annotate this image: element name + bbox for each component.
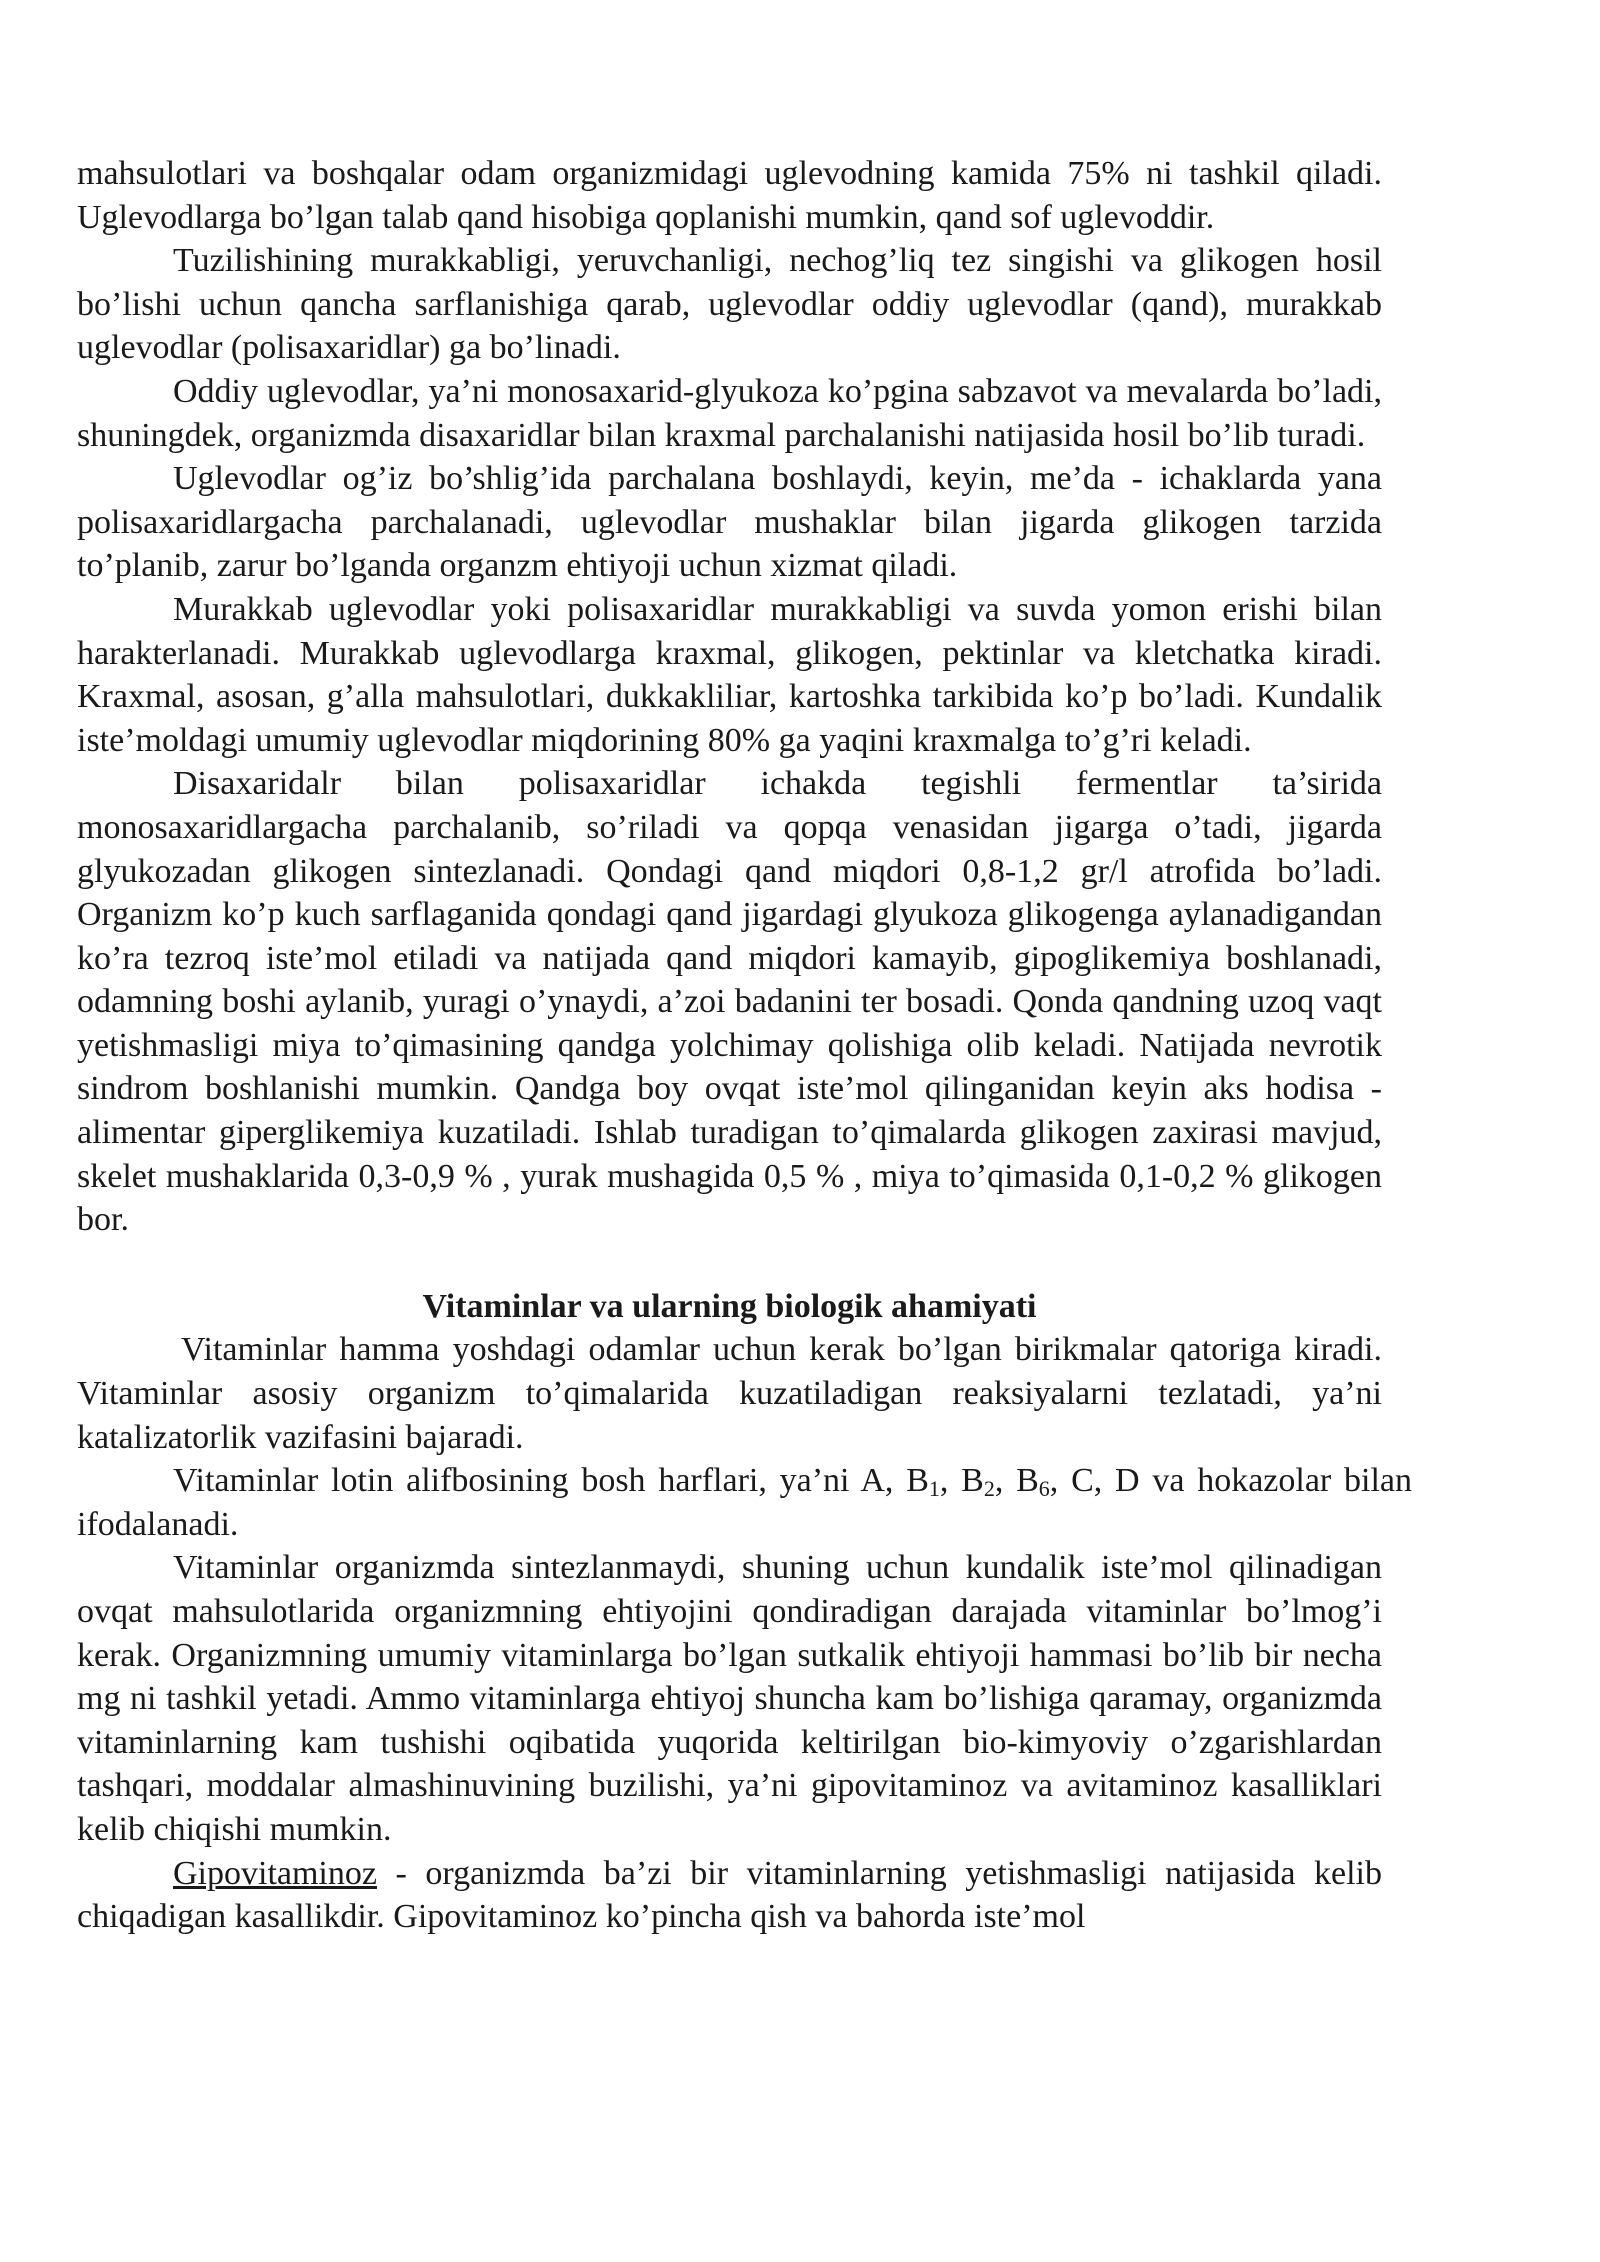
paragraph-vitamins-intro: Vitaminlar hamma yoshdagi odamlar uchun kerak bo’lgan birikmalar qatoriga kiradi. Vitaminlar asosiy organizm to’qimalarida kuzatiladigan reaksiyalarni tezlatadi, ya’ni katalizatorlik vazifasini bajaradi. — [77, 1331, 1382, 1456]
document-page — [77, 152, 1412, 1939]
section-heading-vitamins: Vitaminlar va ularning biologik ahamiyati — [422, 1287, 1037, 1325]
paragraph-complex-carbohydrates: Murakkab uglevodlar yoki polisaxaridlar murakkabligi va suvda yomon erishi bilan harakterlanadi. Murakkab uglevodlarga kraxmal, glikogen, pektinlar va kletchatka kiradi. Kraxmal, asosan, g’alla mahsulotlari, dukkakliliar, kartoshka tarkibida ko’p bo’ladi. Kundalik iste’moldagi umumiy uglevodlar miqdorining 80% ga yaqini kraxmalga to’g’ri keladi. — [77, 590, 1382, 759]
paragraph-carbohydrate-digestion: Uglevodlar og’iz bo’shlig’ida parchalana boshlaydi, keyin, me’da - ichaklarda yana polisaxaridlargacha parchalanadi, uglevodlar mushaklar bilan jigarda glikogen tarzida to’planib, zarur bo’lganda organzm ehtiyoji uchun xizmat qiladi. — [77, 460, 1382, 585]
vitamin-letters-separator: , B — [939, 1462, 984, 1500]
vitamin-letters-text: Vitaminlar lotin alifbosining bosh harflari, ya’ni A, B — [173, 1462, 929, 1500]
paragraph-vitamin-letters — [77, 1459, 1412, 1546]
vitamin-letters-tail: , C, D va hokazolar bilan ifodalanadi. — [77, 1462, 1412, 1543]
term-gipovitaminoz: Gipovitaminoz — [173, 1854, 377, 1892]
subscript-b1: 1 — [928, 1476, 940, 1502]
paragraph-vitamin-requirements: Vitaminlar organizmda sintezlanmaydi, shuning uchun kundalik iste’mol qilinadigan ovqat mahsulotlarida organizmning ehtiyojini qondiradigan darajada vitaminlar bo’lmog’i kerak. Organizmning umumiy vitaminlarga bo’lgan sutkalik ehtiyoji hammasi bo’lib bir necha mg ni tashkil yetadi. Ammo vitaminlarga ehtiyoj shuncha kam bo’lishiga qaramay, organizmda vitaminlarning kam tushishi oqibatida yuqorida keltirilgan bio-kimyoviy o’zgarishlardan tashqari, moddalar almashinuvining buzilishi, ya’ni gipovitaminoz va avitaminoz kasalliklari kelib chiqishi mumkin. — [77, 1549, 1382, 1848]
hypovitaminosis-definition: - organizmda ba’zi bir vitaminlarning yetishmasligi natijasida kelib chiqadigan kasallikdir. Gipovitaminoz ko’pincha qish va bahorda iste’mol — [77, 1854, 1382, 1936]
paragraph-simple-carbohydrates: Oddiy uglevodlar, ya’ni monosaxarid-glyukoza ko’pgina sabzavot va mevalarda bo’ladi, shuningdek, organizmda disaxaridlar bilan kraxmal parchalanishi natijasida hosil bo’lib turadi. — [77, 372, 1382, 454]
paragraph-carbohydrate-classification: Tuzilishining murakkabligi, yeruvchanligi, nechog’liq tez singishi va glikogen hosil bo’lishi uchun qancha sarflanishiga qarab, uglevodlar oddiy uglevodlar (qand), murakkab uglevodlar (polisaxaridlar) ga bo’linadi. — [77, 242, 1382, 367]
paragraph-carbohydrate-share: mahsulotlari va boshqalar odam organizmidagi uglevodning kamida 75% ni tashkil qiladi. Uglevodlarga bo’lgan talab qand hisobiga qoplanishi mumkin, qand sof uglevoddir. — [77, 155, 1382, 236]
subscript-b2: 2 — [983, 1476, 995, 1502]
paragraph-hypovitaminosis — [77, 1852, 1382, 1939]
paragraph-disaccharides-glycogen: Disaxaridalr bilan polisaxaridlar ichakda tegishli fermentlar ta’sirida monosaxaridlargacha parchalanib, so’riladi va qopqa venasidan jigarga o’tadi, jigarda glyukozadan glikogen sintezlanadi. Qondagi qand miqdori 0,8-1,2 gr/l atrofida bo’ladi. Organizm ko’p kuch sarflaganida qondagi qand jigardagi glyukoza glikogenga aylanadigandan ko’ra tezroq iste’mol etiladi va natijada qand miqdori kamayib, gipoglikemiya boshlanadi, odamning boshi aylanib, yuragi o’ynaydi, a’zoi badanini ter bosadi. Qonda qandning uzoq vaqt yetishmasligi miya to’qimasining qandga yolchimay qolishiga olib keladi. Natijada nevrotik sindrom boshlanishi mumkin. Qandga boy ovqat iste’mol qilinganidan keyin aks hodisa - alimentar giperglikemiya kuzatiladi. Ishlab turadigan to’qimalarda glikogen zaxirasi mavjud, skelet mushaklarida 0,3-0,9 % , yurak mushagida 0,5 % , miya to’qimasida 0,1-0,2 % glikogen bor. — [77, 765, 1382, 1239]
subscript-b6: 6 — [1038, 1476, 1050, 1502]
vitamin-letters-separator: , B — [994, 1462, 1039, 1500]
